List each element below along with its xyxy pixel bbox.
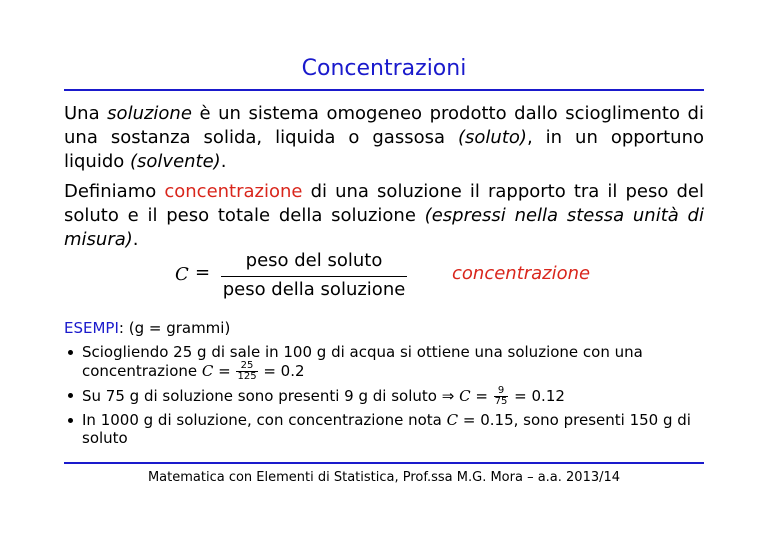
example-2-variable: C bbox=[459, 387, 471, 405]
bullet-icon bbox=[68, 350, 73, 355]
examples-header bbox=[64, 319, 230, 337]
example-1-fraction bbox=[236, 361, 257, 382]
examples-title: ESEMPI bbox=[64, 319, 119, 337]
examples-note: : (g = grammi) bbox=[118, 319, 231, 337]
example-1-variable: C bbox=[201, 362, 214, 380]
example-3-text-2: = 0.15, sono presenti 150 g di soluto bbox=[82, 411, 691, 447]
formula-label: concentrazione bbox=[452, 263, 591, 284]
slide-footer: Matematica con Elementi di Statistica, Prof.ssa M.G. Mora – a.a. 2013/14 bbox=[147, 470, 621, 485]
p1-text-2: è un sistema omogeneo prodotto dallo scioglimento di una sostanza solida, liquida o gassosa bbox=[64, 103, 704, 148]
example-2-equals: = bbox=[470, 387, 493, 405]
p1-emphasis-solvente: (solvente) bbox=[130, 151, 221, 172]
title-divider bbox=[64, 89, 704, 91]
example-3-text-1: In 1000 g di soluzione, con concentrazione nota bbox=[82, 411, 447, 429]
examples-list bbox=[64, 343, 704, 451]
example-2-fraction-denominator: 75 bbox=[494, 396, 508, 407]
example-1-text-2: = 0.2 bbox=[258, 362, 305, 380]
example-1-equals: = bbox=[213, 362, 236, 380]
bullet-icon bbox=[68, 393, 73, 398]
p1-text-3: , in un opportuno liquido bbox=[64, 127, 705, 172]
p2-highlight-concentrazione: concentrazione bbox=[164, 181, 303, 202]
formula-variable: C bbox=[175, 264, 189, 285]
p1-text-4: . bbox=[220, 151, 227, 172]
formula-fraction-bar bbox=[221, 276, 407, 277]
formula-equals: = bbox=[195, 262, 211, 283]
p2-text-3: . bbox=[132, 229, 139, 250]
p1-emphasis-soluto: (soluto) bbox=[458, 127, 527, 148]
example-2-fraction-numerator: 9 bbox=[497, 385, 505, 396]
list-item bbox=[64, 343, 704, 382]
example-1-text-1: Sciogliendo 25 g di sale in 100 g di acqua si ottiene una soluzione con una concentrazione bbox=[82, 343, 643, 380]
p2-emphasis-units: (espressi nella stessa unità di misura) bbox=[64, 205, 704, 250]
footer-divider bbox=[64, 462, 704, 464]
definition-solution-paragraph bbox=[64, 102, 704, 174]
p1-text-1: Una bbox=[64, 103, 108, 124]
p2-text-1: Definiamo bbox=[64, 181, 165, 202]
slide-title: Concentrazioni bbox=[301, 56, 467, 81]
list-item bbox=[64, 411, 704, 447]
definition-concentration-paragraph bbox=[64, 180, 704, 252]
example-1-fraction-numerator: 25 bbox=[240, 360, 254, 371]
bullet-icon bbox=[68, 418, 73, 423]
example-2-fraction bbox=[494, 386, 509, 407]
p1-emphasis-soluzione: soluzione bbox=[107, 103, 192, 124]
example-2-text-2: = 0.12 bbox=[509, 387, 565, 405]
example-2-text-1: Su 75 g di soluzione sono presenti 9 g di soluto ⇒ bbox=[82, 387, 460, 405]
list-item bbox=[64, 386, 704, 407]
example-3-variable: C bbox=[446, 411, 459, 429]
formula-numerator: peso del soluto bbox=[245, 250, 383, 271]
example-1-fraction-denominator: 125 bbox=[237, 371, 257, 382]
formula-denominator: peso della soluzione bbox=[222, 279, 406, 300]
p2-text-2: di una soluzione il rapporto tra il peso del soluto e il peso totale della soluzione bbox=[64, 181, 704, 226]
